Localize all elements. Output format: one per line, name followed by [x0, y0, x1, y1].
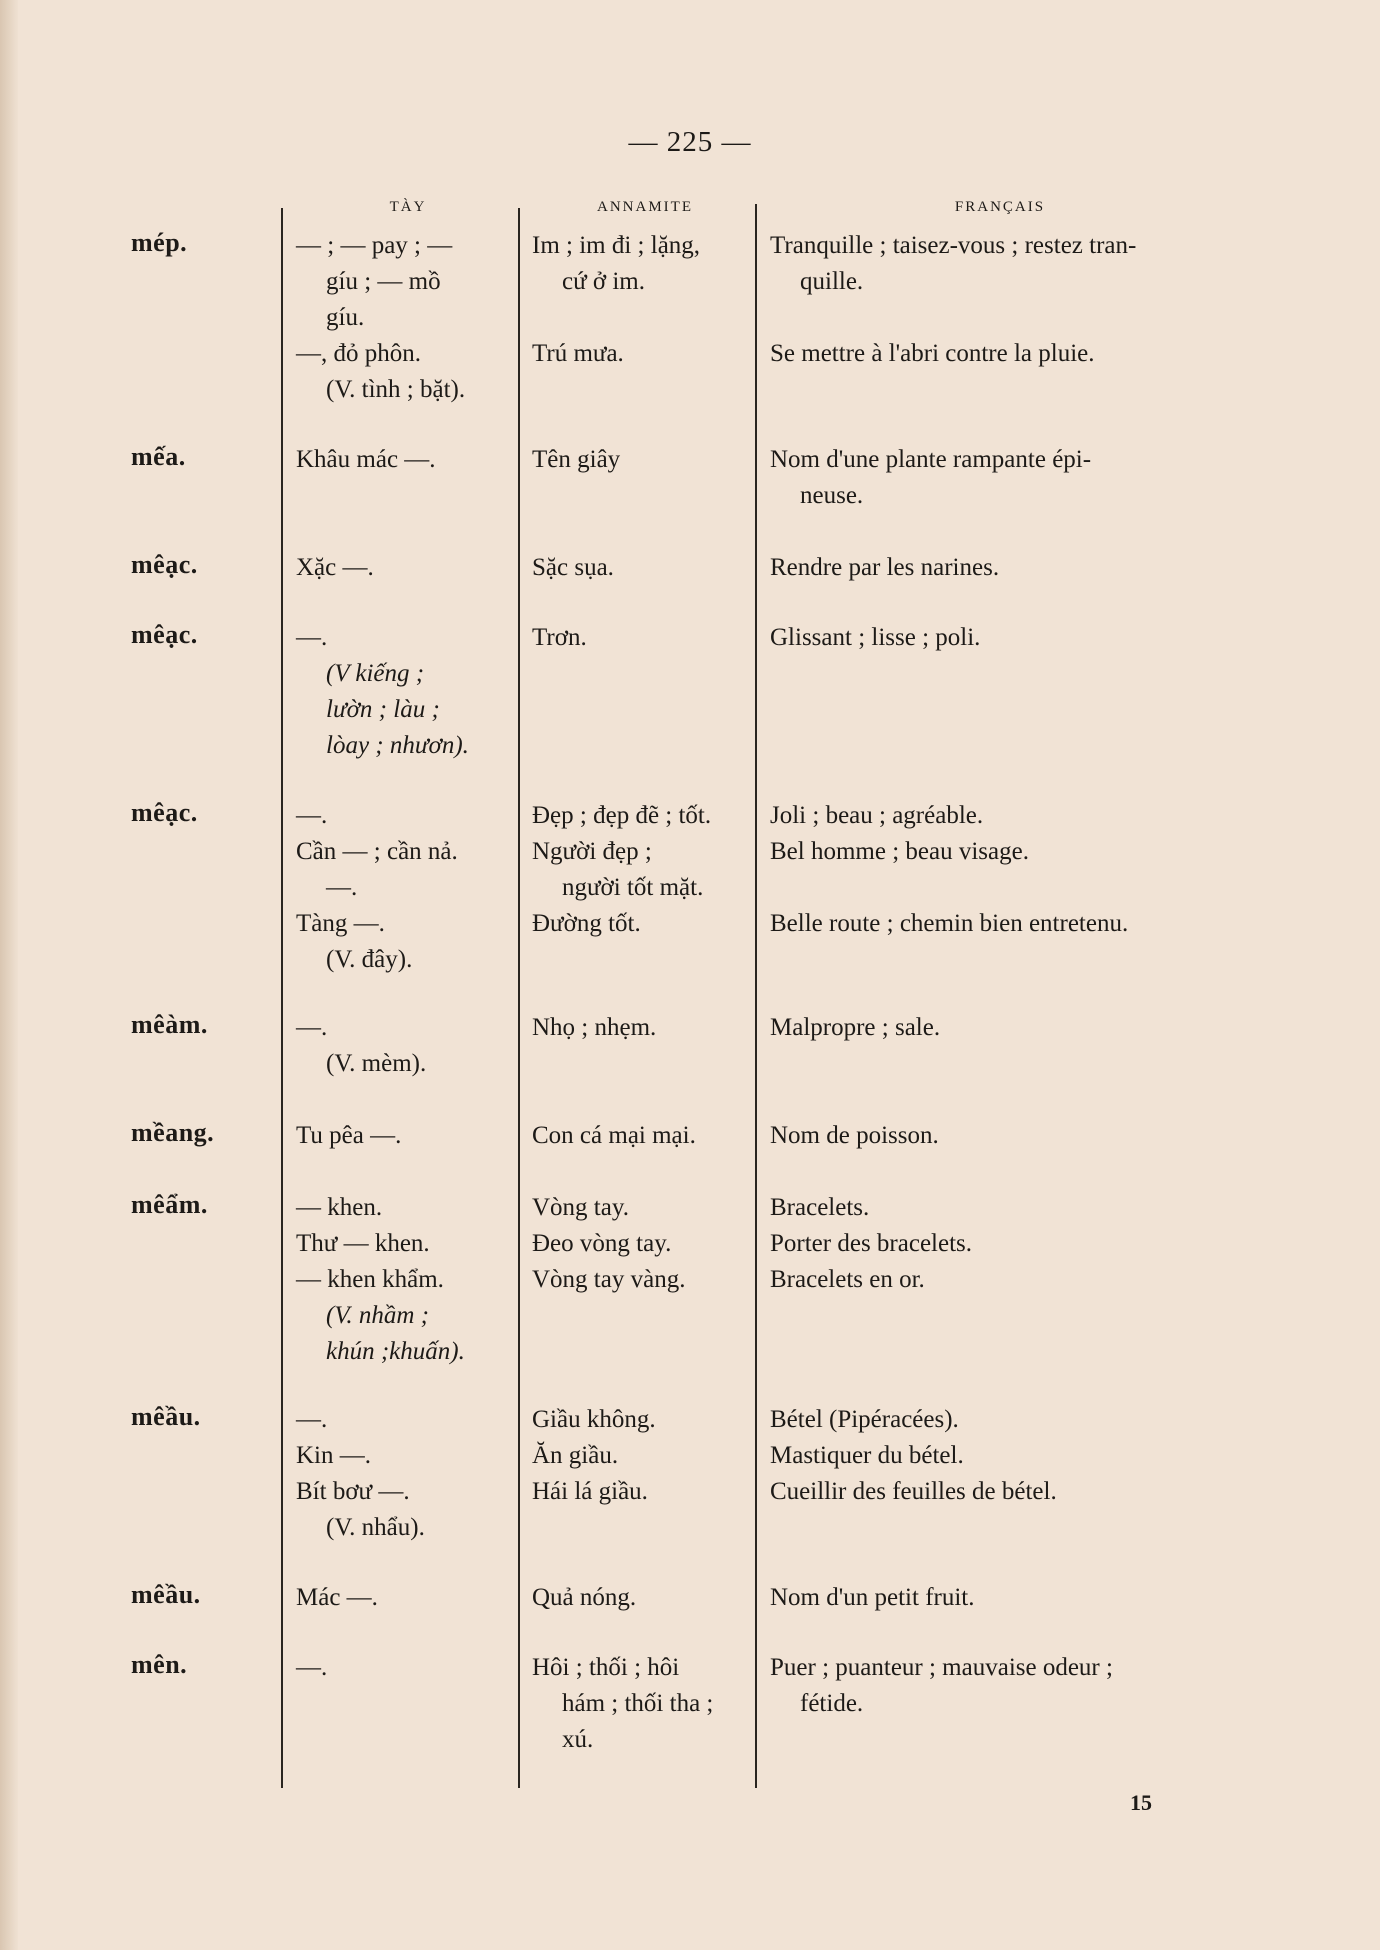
column-heading-tay: TÀY	[389, 199, 427, 215]
francais-cell	[770, 798, 1210, 942]
tay-line: Mác —.	[296, 1584, 378, 1611]
francais-cell	[770, 1118, 1210, 1154]
tay-line: —.	[326, 874, 358, 901]
annamite-line: Trơn.	[532, 624, 587, 651]
annamite-cell	[532, 1650, 757, 1758]
annamite-cell	[532, 1402, 757, 1510]
annamite-cell	[532, 1118, 757, 1154]
tay-line: Kin —.	[296, 1442, 371, 1469]
francais-line: Belle route ; chemin bien entretenu.	[770, 910, 1129, 937]
annamite-line: Vòng tay vàng.	[532, 1266, 686, 1293]
francais-cell	[770, 442, 1210, 514]
tay-cell	[296, 620, 511, 764]
francais-cell	[770, 1010, 1210, 1046]
francais-line: Nom d'une plante rampante épi-	[770, 446, 1092, 473]
tay-line: gíu.	[326, 304, 365, 331]
tay-line: — khen.	[296, 1194, 383, 1221]
headword: mêạc.	[131, 620, 198, 649]
francais-line: Puer ; puanteur ; mauvaise odeur ;	[770, 1654, 1113, 1681]
annamite-line: Hôi ; thối ; hôi	[532, 1654, 680, 1681]
francais-line: Se mettre à l'abri contre la pluie.	[770, 340, 1095, 367]
annamite-line: Đường tốt.	[532, 910, 641, 937]
annamite-line: người tốt mặt.	[562, 874, 704, 901]
annamite-line: Hái lá giầu.	[532, 1478, 648, 1505]
francais-line: Porter des bracelets.	[770, 1230, 973, 1257]
annamite-cell	[532, 228, 757, 372]
tay-line: (V. nhầm ;	[326, 1302, 430, 1329]
tay-line: Bít bơư —.	[296, 1478, 410, 1505]
francais-cell	[770, 1580, 1210, 1616]
francais-line: neuse.	[800, 482, 864, 509]
tay-line: (V kiếng ;	[326, 660, 425, 687]
francais-cell	[770, 620, 1210, 656]
annamite-cell	[532, 550, 757, 586]
annamite-line: Im ; im đi ; lặng,	[532, 232, 701, 259]
tay-line: lòay ; nhươn).	[326, 732, 469, 759]
headword: mêầu.	[131, 1580, 201, 1609]
tay-cell	[296, 550, 511, 586]
annamite-cell	[532, 620, 757, 656]
francais-cell	[770, 228, 1210, 372]
annamite-line: Giầu không.	[532, 1406, 656, 1433]
tay-line: —.	[296, 802, 328, 829]
tay-cell	[296, 1580, 511, 1616]
headword: mép.	[131, 228, 188, 257]
tay-line: (V. nhẩu).	[326, 1514, 425, 1541]
tay-line: Tàng —.	[296, 910, 385, 937]
annamite-line	[532, 300, 757, 336]
francais-line: Nom de poisson.	[770, 1122, 939, 1149]
francais-cell	[770, 1190, 1210, 1298]
francais-line: Glissant ; lisse ; poli.	[770, 624, 981, 651]
tay-line: khún ;khuấn).	[326, 1338, 465, 1365]
tay-line: Xặc —.	[296, 554, 374, 581]
headword: mêẩm.	[131, 1190, 208, 1219]
francais-cell	[770, 1402, 1210, 1510]
francais-line: Malpropre ; sale.	[770, 1014, 941, 1041]
tay-cell	[296, 1118, 511, 1154]
headword: mềang.	[131, 1118, 215, 1147]
annamite-line: Đẹp ; đẹp đẽ ; tốt.	[532, 802, 712, 829]
francais-cell	[770, 1650, 1210, 1722]
francais-line: Tranquille ; taisez-vous ; restez tran-	[770, 232, 1137, 259]
tay-cell	[296, 442, 511, 478]
tay-cell	[296, 798, 511, 978]
francais-line: Mastiquer du bétel.	[770, 1442, 964, 1469]
francais-line: Rendre par les narines.	[770, 554, 1000, 581]
annamite-line: Nhọ ; nhẹm.	[532, 1014, 657, 1041]
tay-cell	[296, 228, 511, 408]
tay-line: —.	[296, 1654, 328, 1681]
tay-line: lườn ; làu ;	[326, 696, 440, 723]
annamite-line: Ăn giầu.	[532, 1442, 619, 1469]
annamite-line: xú.	[562, 1726, 594, 1753]
page-edge	[0, 0, 18, 1950]
tay-line: — ; — pay ; —	[296, 232, 453, 259]
annamite-line: Người đẹp ;	[532, 838, 652, 865]
folio-number: 15	[1130, 1790, 1152, 1815]
tay-line: —.	[296, 1014, 328, 1041]
francais-line: Cueillir des feuilles de bétel.	[770, 1478, 1057, 1505]
francais-line	[770, 300, 1210, 336]
tay-cell	[296, 1190, 511, 1370]
francais-line: Bracelets.	[770, 1194, 870, 1221]
annamite-line: Quả nóng.	[532, 1584, 637, 1611]
tay-line: (V. tình ; bặt).	[326, 376, 466, 403]
francais-line: quille.	[800, 268, 864, 295]
headword: mếa.	[131, 442, 186, 471]
tay-line: Tu pêa —.	[296, 1122, 402, 1149]
column-rule-middle	[518, 208, 520, 1788]
annamite-cell	[532, 442, 757, 478]
annamite-line: Con cá mại mại.	[532, 1122, 696, 1149]
headword: mên.	[131, 1650, 188, 1679]
tay-line: — khen khẩm.	[296, 1266, 444, 1293]
tay-line: (V. đây).	[326, 946, 413, 973]
francais-line: Bétel (Pipéracées).	[770, 1406, 959, 1433]
headword: mêạc.	[131, 798, 198, 827]
tay-line: Khâu mác —.	[296, 446, 436, 473]
annamite-line: Sặc sụa.	[532, 554, 614, 581]
tay-cell	[296, 1010, 511, 1082]
tay-cell	[296, 1650, 511, 1686]
francais-line: Nom d'un petit fruit.	[770, 1584, 975, 1611]
tay-cell	[296, 1402, 511, 1546]
column-heading-francais: FRANÇAIS	[954, 199, 1046, 215]
tay-line: gíu ; — mồ	[326, 268, 441, 295]
annamite-line: Trú mưa.	[532, 340, 624, 367]
annamite-line: Vòng tay.	[532, 1194, 629, 1221]
annamite-cell	[532, 1580, 757, 1616]
annamite-cell	[532, 798, 757, 942]
tay-line: —, đỏ phôn.	[296, 340, 421, 367]
francais-line: fétide.	[800, 1690, 864, 1717]
annamite-line: hám ; thối tha ;	[562, 1690, 714, 1717]
annamite-line: Tên giây	[532, 446, 621, 473]
column-heading-annamite: ANNAMITE	[597, 199, 693, 215]
headword: mêầu.	[131, 1402, 201, 1431]
francais-cell	[770, 550, 1210, 586]
page-number-header: — 225 —	[628, 126, 752, 158]
francais-line: Joli ; beau ; agréable.	[770, 802, 984, 829]
headword: mêạc.	[131, 550, 198, 579]
annamite-line: cứ ở im.	[562, 268, 646, 295]
tay-line: Thư — khen.	[296, 1230, 430, 1257]
francais-line: Bel homme ; beau visage.	[770, 838, 1029, 865]
annamite-cell	[532, 1190, 757, 1298]
headword: mêàm.	[131, 1010, 208, 1039]
annamite-cell	[532, 1010, 757, 1046]
tay-line: —.	[296, 1406, 328, 1433]
annamite-line: Đeo vòng tay.	[532, 1230, 672, 1257]
tay-line: Cần — ; cần nả.	[296, 838, 458, 865]
tay-line: (V. mèm).	[326, 1050, 427, 1077]
francais-line	[770, 870, 1210, 906]
francais-line: Bracelets en or.	[770, 1266, 925, 1293]
column-rule-left	[281, 208, 283, 1788]
tay-line: —.	[296, 624, 328, 651]
